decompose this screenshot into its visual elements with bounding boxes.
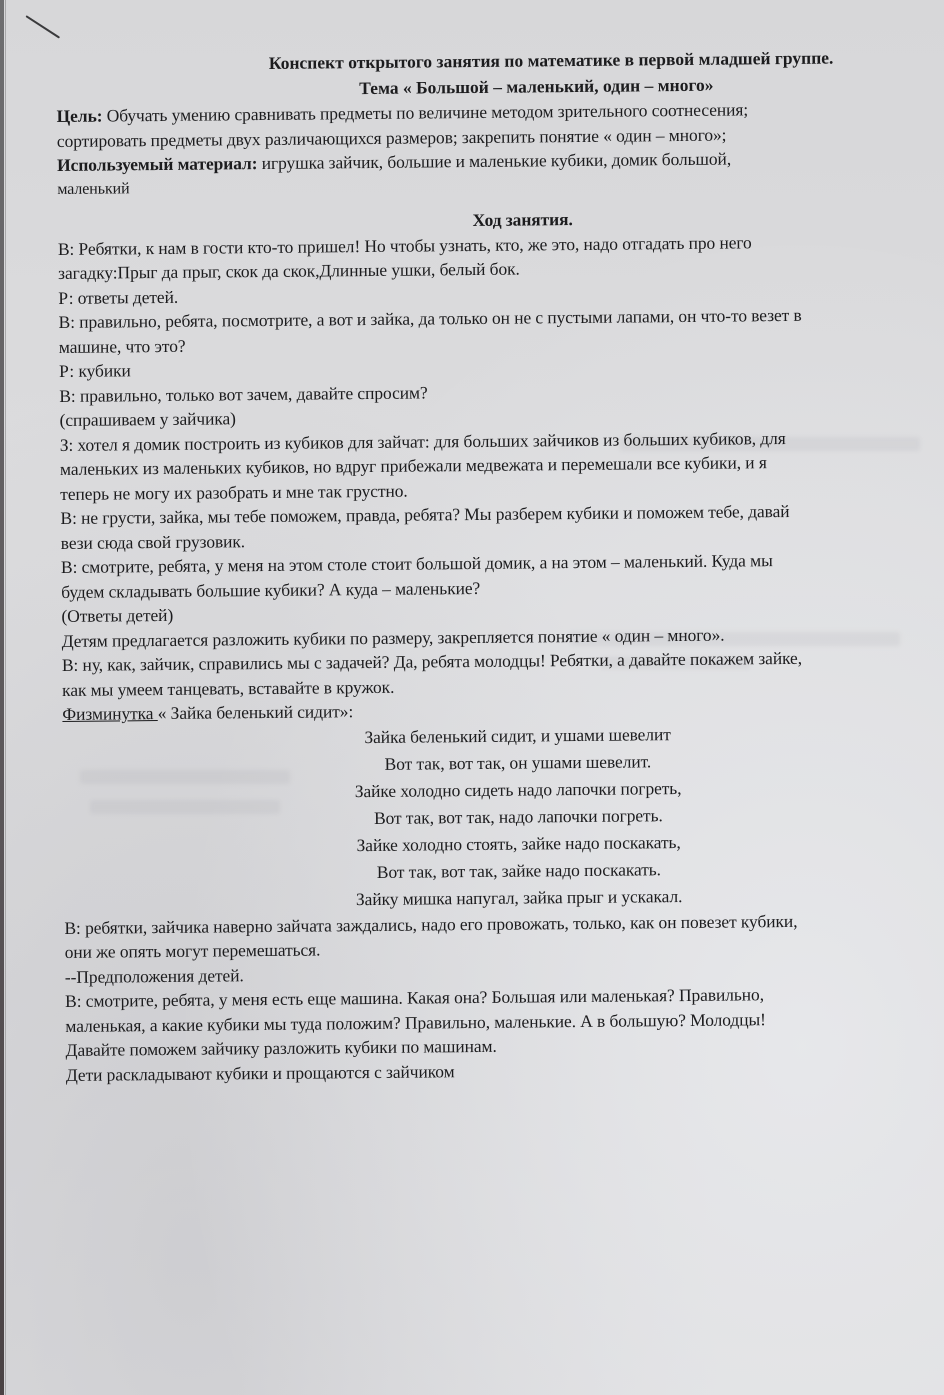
poem-block xyxy=(62,718,934,915)
fizminutka-title: « Зайка беленький сидит»: xyxy=(157,701,354,724)
poem-line: Зайке холодно стоять, зайке надо поскакать, xyxy=(356,831,681,855)
poem-line: Зайку мишка напугал, зайка прыг и ускакал. xyxy=(355,885,683,909)
paragraph-line: как мы умеем танцевать, вставайте в кружок. xyxy=(62,676,395,700)
paragraph-line: Дети раскладывают кубики и прощаются с зайчиком xyxy=(65,1060,455,1085)
paragraph-line: вези сюда свой грузовик. xyxy=(60,530,246,553)
paragraph-line: В: ребятки, зайчика наверно зайчата заждались, надо его провожать, только, как он повезет кубики, xyxy=(64,910,798,938)
poem-line: Вот так, вот так, зайке надо поскакать. xyxy=(376,858,661,882)
paragraph-line: будем складывать большие кубики? А куда – маленькие? xyxy=(61,577,481,602)
paragraph-line: Детям предлагается разложить кубики по размеру, закрепляется понятие « один – много». xyxy=(61,624,725,651)
pen-mark-stroke xyxy=(25,15,60,38)
goal-line-2: сортировать предметы двух различающихся размеров; закрепить понятие « один – много»; xyxy=(56,124,727,151)
document-title: Конспект открытого занятия по математике в первой младшей группе. xyxy=(268,47,834,73)
materials-line-2: маленький xyxy=(57,179,130,198)
paragraph-line: Р: ответы детей. xyxy=(58,286,179,308)
document-body xyxy=(56,44,936,1087)
section-heading: Ход занятия. xyxy=(472,209,573,231)
goal-label: Цель: xyxy=(56,105,103,126)
paragraph-line: З: хотел я домик построить из кубиков для зайчат: для больших зайчиков из больших кубиков, для xyxy=(59,427,786,455)
dialogue-after-poem xyxy=(64,907,936,1087)
paragraph-line: теперь не могу их разобрать и мне так грустно. xyxy=(60,480,408,504)
paragraph-line: В: не грусти, зайка, мы тебе поможем, правда, ребята? Мы разберем кубики и поможем тебе, давай xyxy=(60,500,790,528)
paragraph-line: машине, что это? xyxy=(58,335,186,357)
paragraph-line: Давайте поможем зайчику разложить кубики по машинам. xyxy=(65,1035,497,1060)
paragraph-line: загадку:Прыг да прыг, скок да скок,Длинные ушки, белый бок. xyxy=(58,258,520,283)
paragraph-line: В: смотрите, ребята, у меня на этом столе стоит большой домик, а на этом – маленький. Куда мы xyxy=(60,550,773,577)
page-edge-line xyxy=(5,0,6,1395)
paragraph-line: В: смотрите, ребята, у меня есть еще машина. Какая она? Большая или маленькая? Правильно, xyxy=(65,984,765,1011)
poem-line: Вот так, вот так, он ушами шевелит. xyxy=(384,750,652,774)
dialogue-before-poem xyxy=(58,228,932,702)
paragraph-line: они же опять могут перемешаться. xyxy=(64,939,321,962)
paragraph-line: В: правильно, только вот зачем, давайте спросим? xyxy=(59,381,428,406)
paragraph-line: (спрашиваем у зайчика) xyxy=(59,408,236,430)
poem-line: Вот так, вот так, надо лапочки погреть. xyxy=(373,804,663,828)
materials-label: Используемый материал: xyxy=(56,153,258,175)
materials-text: игрушка зайчик, большие и маленькие кубики, домик большой, xyxy=(261,148,732,174)
document-theme: Тема « Большой – маленький, один – много» xyxy=(359,74,714,99)
poem-line: Зайка беленький сидит, и ушами шевелит xyxy=(364,723,671,747)
goal-text: Обучать умению сравнивать предметы по величине методом зрительного соотнесения; xyxy=(106,99,749,126)
paragraph-line: (Ответы детей) xyxy=(61,604,174,626)
paragraph-line: маленькая, а какие кубики мы туда положим? Правильно, маленькие. А в большую? Молодцы! xyxy=(65,1008,766,1036)
paragraph-line: --Предположения детей. xyxy=(64,964,244,987)
paragraph-line: В: правильно, ребята, посмотрите, а вот и зайка, да только он не с пустыми лапами, он что-то везет в xyxy=(58,304,802,332)
paragraph-line: маленьких из маленьких кубиков, но вдруг прибежали медвежата и перемешали все кубики, и я xyxy=(59,452,767,479)
paragraph-line: В: ну, как, зайчик, справились мы с задачей? Да, ребята молодцы! Ребятки, а давайте покажем зайке, xyxy=(61,647,803,675)
paragraph-line: В: Ребятки, к нам в гости кто-то пришел! Но чтобы узнать, кто, же это, надо отгадать про него xyxy=(57,231,752,259)
poem-line: Зайке холодно сидеть надо лапочки погреть, xyxy=(354,777,682,801)
paragraph-line: Р: кубики xyxy=(58,360,131,381)
fizminutka-label: Физминутка xyxy=(62,703,158,724)
page-left-edge-shadow xyxy=(0,0,4,1395)
